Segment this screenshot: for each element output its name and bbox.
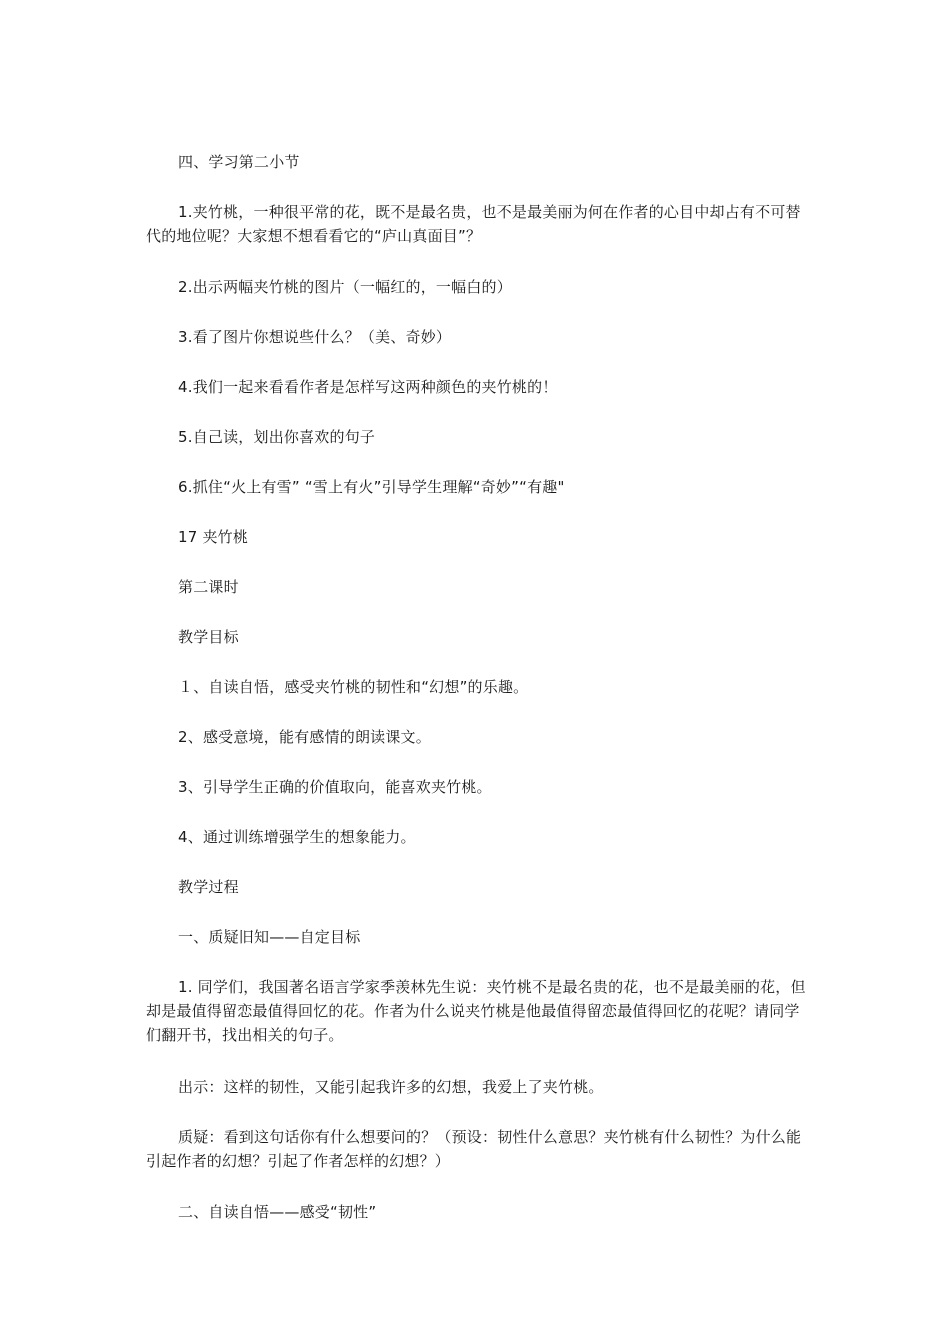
step-one-paragraph: 1. 同学们，我国著名语言学家季羡林先生说：夹竹桃不是最名贵的花，也不是最美丽的花，但却是最值得留恋最值得回忆的花。作者为什么说夹竹桃是他最值得留恋最值得回忆的花呢？请同学们翻开书，找出相关的句子。 (146, 978, 806, 1044)
process-heading: 教学过程 (178, 878, 239, 896)
objective-item-4: 4、通过训练增强学生的想象能力。 (178, 828, 416, 846)
section-heading-four: 四、学习第二小节 (178, 153, 300, 171)
objectives-heading: 教学目标 (178, 628, 239, 646)
question-paragraph: 质疑：看到这句话你有什么想要问的？（预设：韧性什么意思？夹竹桃有什么韧性？为什么能引起作者的幻想？引起了作者怎样的幻想？） (146, 1128, 802, 1170)
paragraph-item-4: 4.我们一起来看看作者是怎样写这两种颜色的夹竹桃的！ (178, 378, 558, 396)
lesson-title: 17 夹竹桃 (178, 528, 249, 546)
paragraph-item-6: 6.抓住“火上有雪” “雪上有火”引导学生理解“奇妙”“有趣" (178, 478, 565, 496)
display-sentence: 出示：这样的韧性，又能引起我许多的幻想，我爱上了夹竹桃。 (178, 1078, 604, 1096)
lesson-period: 第二课时 (178, 578, 239, 596)
objective-item-1: １、自读自悟，感受夹竹桃的韧性和“幻想”的乐趣。 (178, 678, 529, 696)
paragraph-item-5: 5.自己读，划出你喜欢的句子 (178, 428, 376, 446)
paragraph-item-2: 2.出示两幅夹竹桃的图片（一幅红的，一幅白的） (178, 278, 512, 296)
step-heading-one: 一、质疑旧知——自定目标 (178, 928, 361, 946)
paragraph-item-3: 3.看了图片你想说些什么？（美、奇妙） (178, 328, 452, 346)
objective-item-2: 2、感受意境，能有感情的朗读课文。 (178, 728, 431, 746)
paragraph-item-1: 1.夹竹桃，一种很平常的花，既不是最名贵，也不是最美丽为何在作者的心目中却占有不可替代的地位呢？大家想不想看看它的“庐山真面目”？ (146, 203, 801, 245)
step-heading-two: 二、自读自悟——感受“韧性” (178, 1203, 377, 1221)
objective-item-3: 3、引导学生正确的价值取向，能喜欢夹竹桃。 (178, 778, 492, 796)
